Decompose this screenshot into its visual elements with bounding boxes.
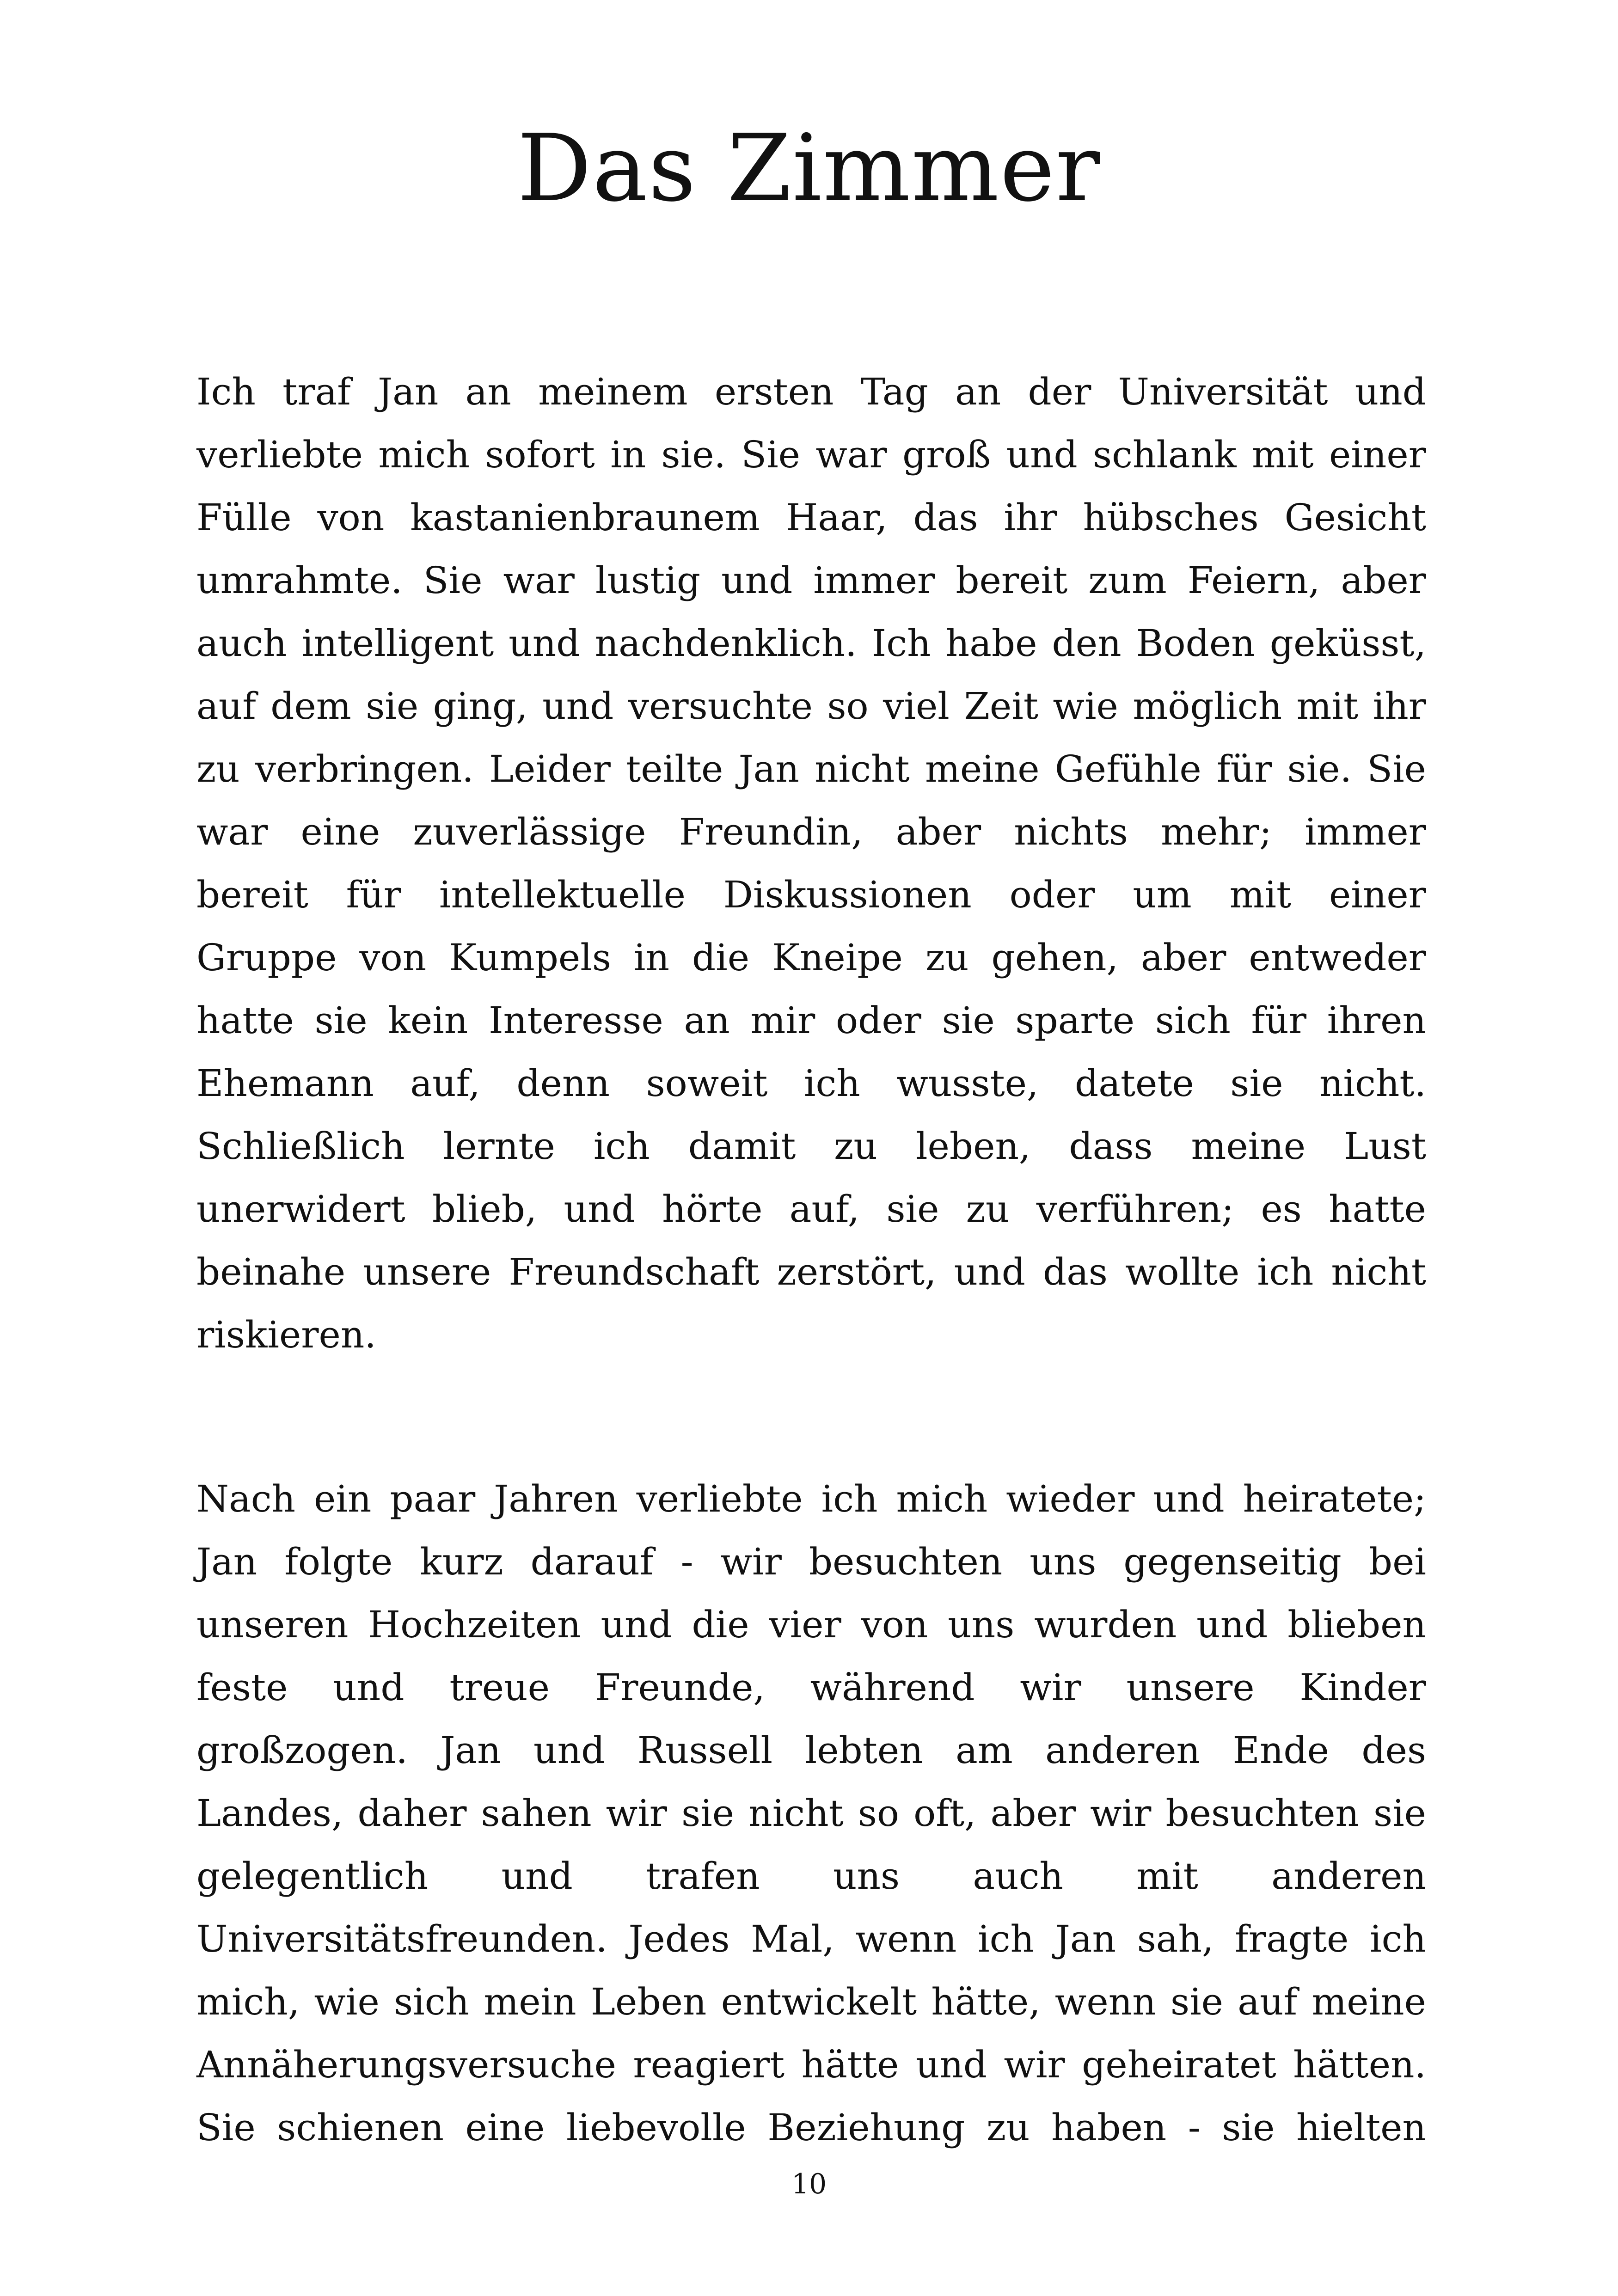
text-line: hatte sie kein Interesse an mir oder sie sparte sich für ihren (196, 999, 1426, 1042)
text-line: Ich traf Jan an meinem ersten Tag an der Universität und (196, 370, 1426, 413)
text-line: großzogen. Jan und Russell lebten am anderen Ende des (196, 1729, 1426, 1772)
text-line: Landes, daher sahen wir sie nicht so oft, aber wir besuchten sie (196, 1792, 1426, 1835)
text-line: Jan folgte kurz darauf - wir besuchten uns gegenseitig bei (196, 1540, 1426, 1583)
text-line: auch intelligent und nachdenklich. Ich habe den Boden geküsst, (196, 622, 1426, 665)
text-line: auf dem sie ging, und versuchte so viel Zeit wie möglich mit ihr (196, 685, 1426, 728)
text-line: Gruppe von Kumpels in die Kneipe zu gehen, aber entweder (196, 936, 1426, 979)
text-line: verliebte mich sofort in sie. Sie war groß und schlank mit einer (196, 433, 1426, 476)
paragraph (196, 361, 1426, 1366)
text-line: mich, wie sich mein Leben entwickelt hätte, wenn sie auf meine (196, 1980, 1426, 2023)
text-line: beinahe unsere Freundschaft zerstört, und das wollte ich nicht (196, 1250, 1426, 1293)
text-line: Sie schienen eine liebevolle Beziehung zu haben - sie hielten (196, 2106, 1426, 2149)
text-line: bereit für intellektuelle Diskussionen oder um mit einer (196, 873, 1426, 916)
text-line: unseren Hochzeiten und die vier von uns wurden und blieben (196, 1603, 1426, 1646)
text-line: unerwidert blieb, und hörte auf, sie zu verführen; es hatte (196, 1188, 1426, 1231)
page-number: 10 (791, 2168, 827, 2200)
chapter-title: Das Zimmer (517, 115, 1101, 222)
paragraph (196, 1468, 1426, 2159)
text-line: zu verbringen. Leider teilte Jan nicht meine Gefühle für sie. Sie (196, 747, 1426, 790)
text-line: Annäherungsversuche reagiert hätte und wir geheiratet hätten. (196, 2043, 1426, 2086)
text-line: Schließlich lernte ich damit zu leben, dass meine Lust (196, 1125, 1426, 1168)
text-line: riskieren. (196, 1313, 376, 1356)
text-line: Nach ein paar Jahren verliebte ich mich wieder und heiratete; (196, 1477, 1426, 1520)
text-line: gelegentlich und trafen uns auch mit anderen (196, 1855, 1426, 1898)
text-line: Universitätsfreunden. Jedes Mal, wenn ich Jan sah, fragte ich (196, 1917, 1426, 1960)
text-line: umrahmte. Sie war lustig und immer bereit zum Feiern, aber (196, 559, 1426, 602)
text-line: feste und treue Freunde, während wir unsere Kinder (196, 1666, 1426, 1709)
text-line: Fülle von kastanienbraunem Haar, das ihr hübsches Gesicht (196, 496, 1426, 539)
text-line: Ehemann auf, denn soweit ich wusste, datete sie nicht. (196, 1062, 1426, 1105)
text-line: war eine zuverlässige Freundin, aber nichts mehr; immer (196, 810, 1426, 853)
